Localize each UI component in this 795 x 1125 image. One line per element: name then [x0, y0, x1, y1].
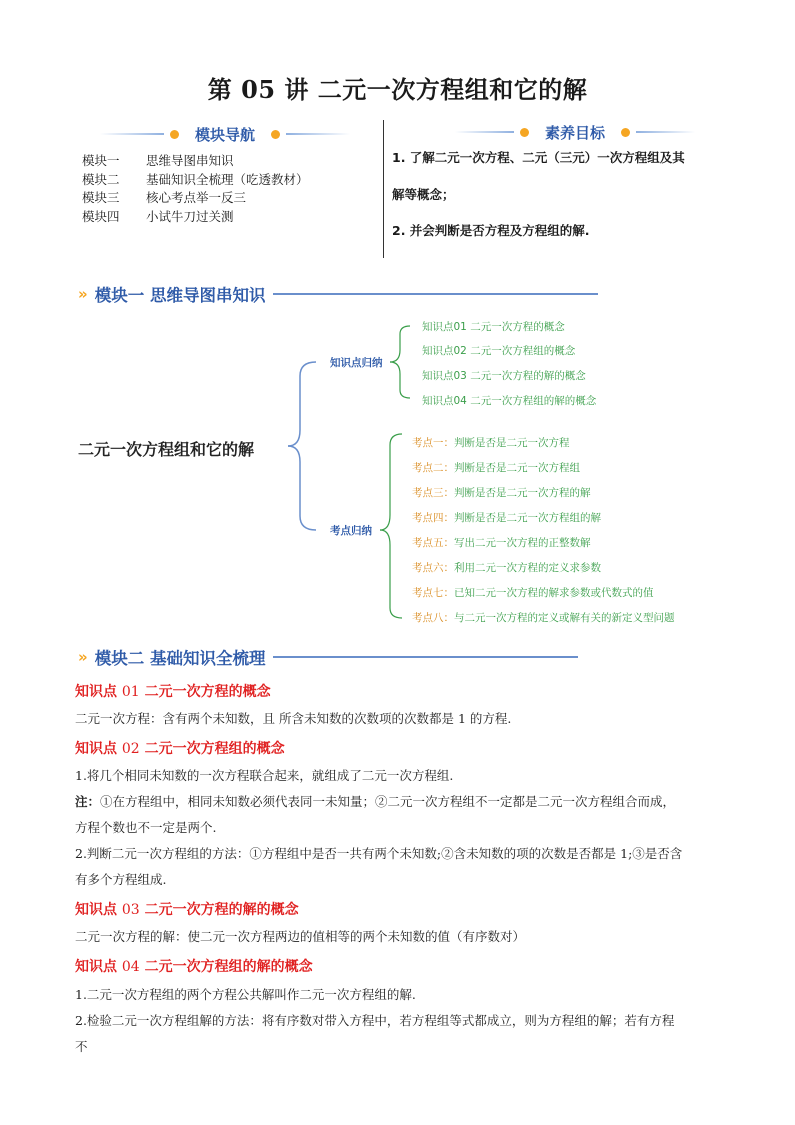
exam-key: 考点四： [412, 512, 454, 524]
mindmap-exam-item [412, 560, 601, 575]
k4-p1: 1.二元一次方程组的两个方程公共解叫作二元一次方程组的解. [75, 987, 416, 1002]
goals-header: 素养目标 [545, 123, 606, 142]
exam-key: 考点六： [412, 562, 454, 574]
mindmap-leaf: 知识点02 二元一次方程组的概念 [422, 345, 576, 357]
k1-body: 二元一次方程：含有两个未知数，且 所含未知数的次数项的次数都是 1 的方程. [75, 711, 512, 726]
mindmap-exam-item [412, 610, 675, 625]
nav-item-text: 思维导图串知识 [146, 153, 234, 168]
mindmap-leaf: 知识点01 二元一次方程的概念 [422, 321, 565, 333]
chevron-icon: » [78, 648, 85, 666]
nav-item [82, 189, 382, 208]
goal-2: 2. 并会判断是否方程及方程组的解. [392, 223, 590, 238]
k2-heading [75, 738, 285, 758]
exam-text: 判断是否是二元一次方程组 [454, 462, 580, 474]
module2-header [78, 644, 578, 670]
exam-key: 考点五： [412, 537, 454, 549]
column-divider [383, 120, 384, 258]
exam-text: 判断是否是二元一次方程组的解 [454, 512, 601, 524]
chevron-icon: » [78, 285, 85, 303]
k3-heading [75, 899, 299, 919]
nav-item [82, 152, 382, 171]
mindmap-root: 二元一次方程组和它的解 [78, 440, 255, 459]
exam-text: 与二元一次方程的定义或解有关的新定义型问题 [454, 612, 675, 624]
k2-p1: 1.将几个相同未知数的一次方程联合起来，就组成了二元一次方程组. [75, 768, 454, 783]
module2-line [273, 656, 578, 658]
module1-title: 模块一 思维导图串知识 [94, 286, 266, 305]
module1-header [78, 281, 598, 307]
k4-p2: 2.检验二元一次方程组解的方法：将有序数对带入方程中，若方程组等式都成立，则为方程组的解；若有方程 [75, 1013, 675, 1028]
k2-title: 二元一次方程组的概念 [144, 741, 285, 757]
mindmap-exam-item [412, 510, 601, 525]
k1-prefix: 知识点 [75, 684, 117, 700]
mindmap-branch-knowledge: 知识点归纳 [330, 357, 383, 369]
exam-text: 判断是否是二元一次方程 [454, 437, 570, 449]
exam-key: 考点七： [412, 587, 454, 599]
k4-title: 二元一次方程组的解的概念 [144, 959, 313, 975]
banner-dot-icon [271, 130, 280, 139]
nav-item [82, 171, 382, 190]
k4-prefix: 知识点 [75, 959, 117, 975]
exam-text: 判断是否是二元一次方程的解 [454, 487, 591, 499]
k3-body: 二元一次方程的解：使二元一次方程两边的值相等的两个未知数的值（有序数对） [75, 929, 526, 944]
goals-banner [455, 120, 695, 144]
nav-header: 模块导航 [195, 125, 256, 144]
module2-title: 模块二 基础知识全梳理 [94, 649, 266, 668]
nav-item-key: 模块一 [82, 153, 120, 168]
mindmap-exam-item [412, 435, 570, 450]
k1-title: 二元一次方程的概念 [144, 684, 271, 700]
k3-num: 03 [121, 902, 140, 918]
exam-key: 考点三： [412, 487, 454, 499]
nav-item-text: 核心考点举一反三 [146, 190, 247, 205]
exam-text: 已知二元一次方程的解求参数或代数式的值 [454, 587, 654, 599]
exam-key: 考点一： [412, 437, 454, 449]
k2-p2: 2.判断二元一次方程组的方法：①方程组中是否一共有两个未知数;②含未知数的项的次数是否都是 1;③是否含 [75, 846, 683, 861]
banner-line-left [100, 133, 164, 135]
k4-num: 04 [121, 959, 140, 975]
mindmap-leaf: 知识点04 二元一次方程组的解的概念 [422, 395, 597, 407]
mindmap-exam-item [412, 585, 654, 600]
banner-line-left [455, 131, 514, 133]
banner-dot-icon [621, 128, 630, 137]
note-text: ①在方程组中，相同未知数必须代表同一未知量；②二元一次方程组不一定都是二元一次方程组合而成， [100, 794, 676, 809]
banner-dot-icon [520, 128, 529, 137]
k3-title: 二元一次方程的解的概念 [144, 902, 299, 918]
k2-num: 02 [121, 741, 140, 757]
note-label: 注： [75, 794, 101, 809]
page-title: 第 05 讲 二元一次方程组和它的解 [207, 75, 588, 104]
exam-text: 写出二元一次方程的正整数解 [454, 537, 591, 549]
nav-item-text: 小试牛刀过关测 [146, 208, 234, 224]
exam-key: 考点二： [412, 462, 454, 474]
nav-item-key: 模块二 [82, 171, 120, 187]
banner-line-right [636, 131, 695, 133]
mindmap-leaf: 知识点03 二元一次方程的解的概念 [422, 370, 586, 382]
mindmap-exam-item [412, 485, 591, 500]
mindmap-exam-item [412, 460, 580, 475]
k2-p2-cont: 有多个方程组成. [75, 872, 167, 887]
k1-heading [75, 681, 271, 701]
mindmap-exam-item [412, 535, 591, 550]
goal-1: 1. 了解二元一次方程、二元（三元）一次方程组及其 [392, 150, 685, 165]
k1-num: 01 [121, 684, 140, 700]
k3-prefix: 知识点 [75, 902, 117, 918]
goal-1-cont: 解等概念； [392, 187, 455, 202]
mindmap-connectors [0, 310, 795, 630]
nav-item-key: 模块三 [82, 190, 120, 205]
exam-key: 考点八： [412, 612, 454, 624]
k4-heading [75, 956, 313, 976]
nav-item-text: 基础知识全梳理（吃透教材） [146, 171, 309, 187]
k4-p2-cont: 不 [75, 1039, 88, 1054]
banner-dot-icon [170, 130, 179, 139]
nav-list [82, 152, 382, 226]
nav-item-key: 模块四 [82, 208, 120, 224]
k2-note-cont: 方程个数也不一定是两个. [75, 820, 217, 835]
k2-prefix: 知识点 [75, 741, 117, 757]
mindmap-branch-exam: 考点归纳 [330, 525, 372, 537]
banner-line-right [286, 133, 350, 135]
nav-banner [100, 122, 350, 146]
module1-line [273, 293, 598, 295]
nav-item [82, 208, 382, 227]
k2-note [75, 789, 725, 815]
exam-text: 利用二元一次方程的定义求参数 [454, 562, 601, 574]
